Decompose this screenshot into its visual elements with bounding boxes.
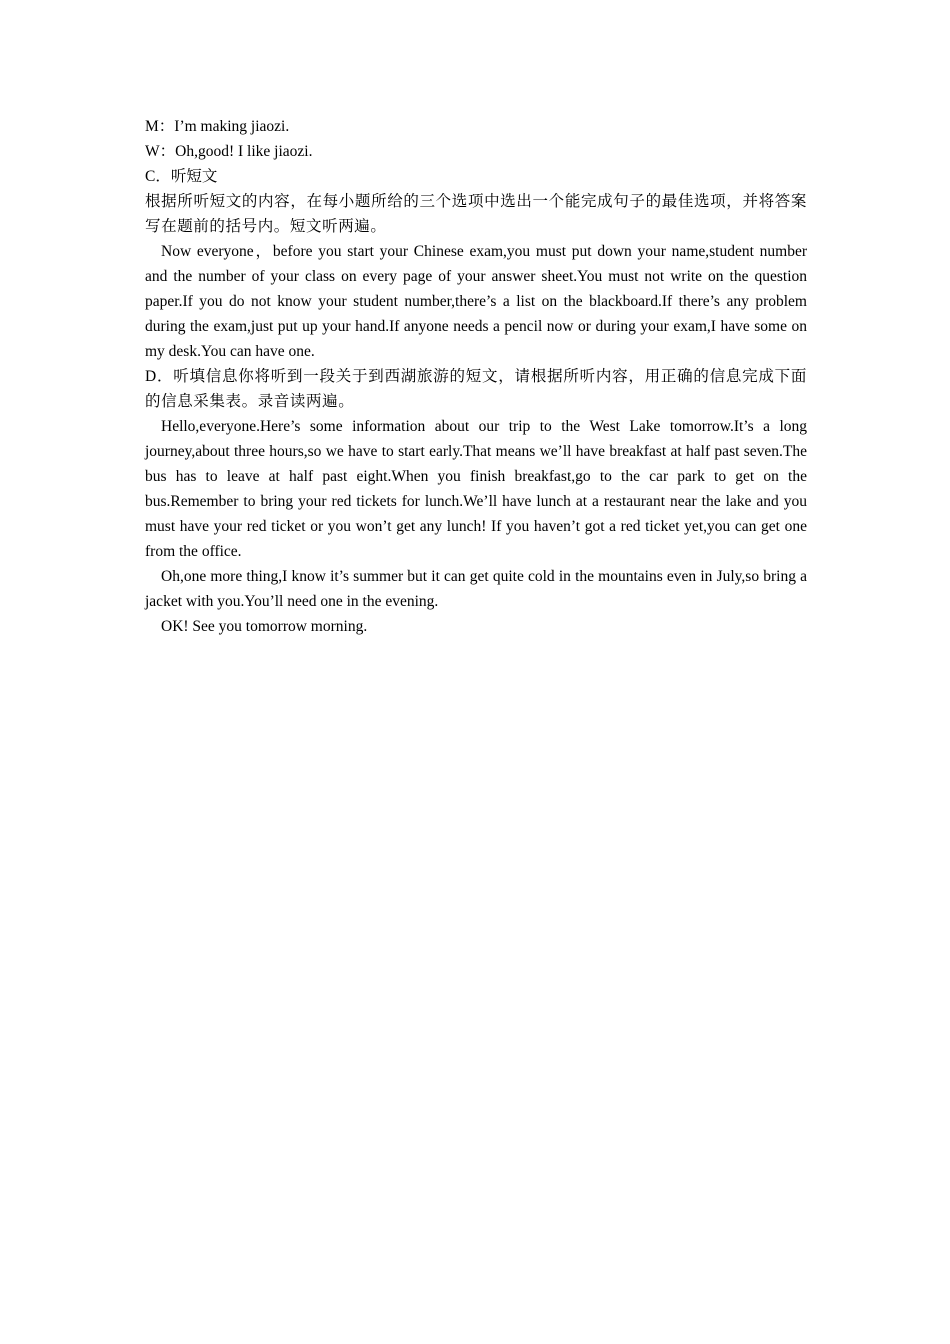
section-c-passage: Now everyone，before you start your Chinese exam,you must put down your name,student number and the number of your class on every page of your answer sheet.You must not write on the question paper.If you do not know your student number,there’s a list on the blackboard.If there’s any problem during the exam,just put up your hand.If anyone needs a pencil now or during your exam,I have some on my desk.You can have one.: [145, 243, 807, 360]
section-c-heading: C．听短文: [145, 168, 218, 185]
section-c-instruction: 根据所听短文的内容，在每小题所给的三个选项中选出一个能完成句子的最佳选项，并将答案写在题前的括号内。短文听两遍。: [145, 193, 807, 235]
section-d-instruction: D．听填信息你将听到一段关于到西湖旅游的短文，请根据所听内容，用正确的信息完成下面的信息采集表。录音读两遍。: [145, 368, 807, 410]
section-d-paragraph-2: Oh,one more thing,I know it’s summer but it can get quite cold in the mountains even in July,so bring a jacket with you.You’ll need one in the evening.: [145, 568, 807, 610]
dialogue-line-woman: W：Oh,good! I like jiaozi.: [145, 143, 313, 160]
document-page: [145, 114, 807, 639]
section-d-paragraph-1: Hello,everyone.Here’s some information about our trip to the West Lake tomorrow.It’s a long journey,about three hours,so we have to start early.That means we’ll have breakfast at half past seven.The bus has to leave at half past eight.When you finish breakfast,go to the car park to get on the bus.Remember to bring your red tickets for lunch.We’ll have lunch at a restaurant near the lake and you must have your red ticket or you won’t get any lunch! If you haven’t got a red ticket yet,you can get one from the office.: [145, 418, 807, 560]
dialogue-line-man: M：I’m making jiaozi.: [145, 118, 290, 135]
section-d-paragraph-3: OK! See you tomorrow morning.: [161, 618, 368, 635]
